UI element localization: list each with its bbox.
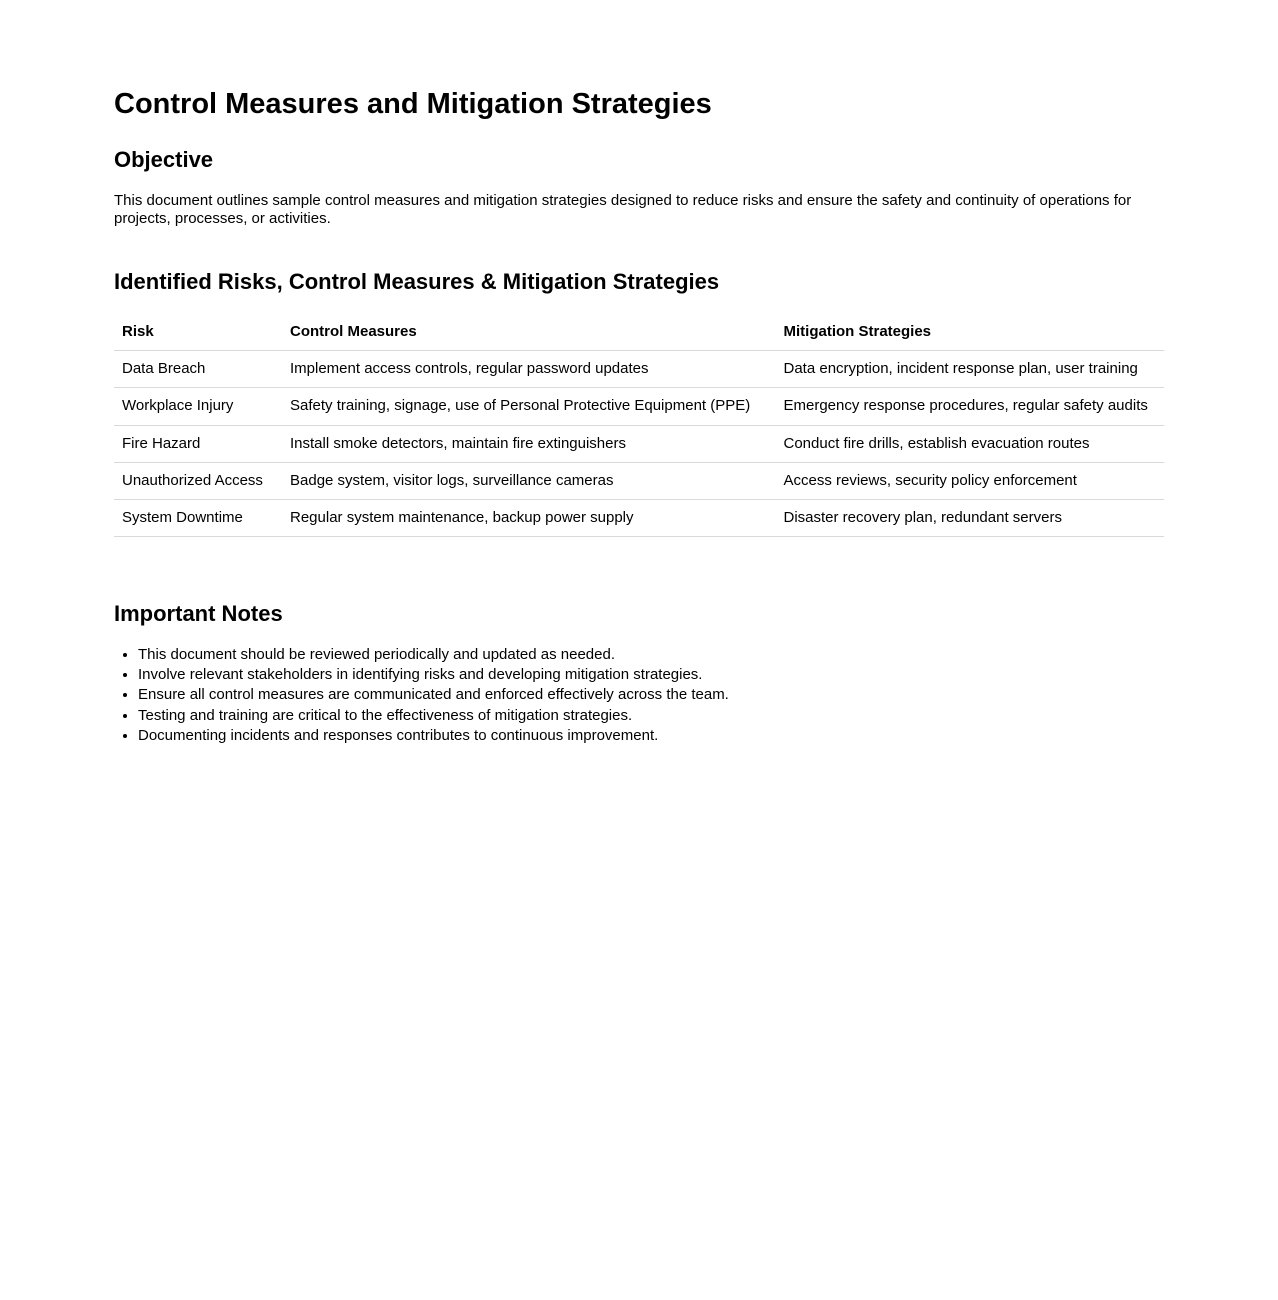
control-cell: Regular system maintenance, backup power supply — [282, 500, 776, 537]
list-item: • Testing and training are critical to the effectiveness of mitigation strategies. — [138, 707, 1164, 725]
list-item: • This document should be reviewed periodically and updated as needed. — [138, 646, 1164, 664]
column-header-control-measures: Control Measures — [282, 314, 776, 351]
table-row — [114, 500, 1164, 537]
column-header-mitigation-strategies: Mitigation Strategies — [776, 314, 1165, 351]
notes-heading: Important Notes — [114, 601, 283, 627]
control-cell: Badge system, visitor logs, surveillance cameras — [282, 462, 776, 499]
table-row — [114, 425, 1164, 462]
objective-section — [114, 147, 1164, 229]
risk-cell: Data Breach — [114, 350, 282, 387]
list-item: • Ensure all control measures are communicated and enforced effectively across the team. — [138, 686, 1164, 704]
risks-section — [114, 269, 1164, 537]
column-header-risk: Risk — [114, 314, 282, 351]
mitigation-cell: Emergency response procedures, regular safety audits — [776, 388, 1165, 425]
risk-cell: Unauthorized Access — [114, 462, 282, 499]
objective-paragraph: This document outlines sample control measures and mitigation strategies designed to reduce risks and ensure the safety and continuity of operations for projects, processes, or activities. — [114, 191, 1132, 228]
mitigation-cell: Conduct fire drills, establish evacuation routes — [776, 425, 1165, 462]
table-row — [114, 462, 1164, 499]
risk-cell: Fire Hazard — [114, 425, 282, 462]
table-row — [114, 350, 1164, 387]
mitigation-cell: Disaster recovery plan, redundant servers — [776, 500, 1165, 537]
risks-heading: Identified Risks, Control Measures & Mitigation Strategies — [114, 269, 720, 295]
objective-heading: Objective — [114, 147, 214, 173]
control-cell: Safety training, signage, use of Personal Protective Equipment (PPE) — [282, 388, 776, 425]
table-row — [114, 388, 1164, 425]
control-cell: Install smoke detectors, maintain fire extinguishers — [282, 425, 776, 462]
mitigation-cell: Data encryption, incident response plan, user training — [776, 350, 1165, 387]
page-title: Control Measures and Mitigation Strategies — [114, 88, 712, 120]
risk-cell: Workplace Injury — [114, 388, 282, 425]
list-item: • Involve relevant stakeholders in identifying risks and developing mitigation strategies. — [138, 666, 1164, 684]
document-content — [114, 0, 1164, 745]
table-header-row — [114, 314, 1164, 351]
risk-table — [114, 314, 1164, 538]
notes-section — [114, 601, 1164, 745]
control-cell: Implement access controls, regular password updates — [282, 350, 776, 387]
mitigation-cell: Access reviews, security policy enforcement — [776, 462, 1165, 499]
notes-list — [114, 646, 1164, 745]
list-item: • Documenting incidents and responses contributes to continuous improvement. — [138, 727, 1164, 745]
risk-cell: System Downtime — [114, 500, 282, 537]
